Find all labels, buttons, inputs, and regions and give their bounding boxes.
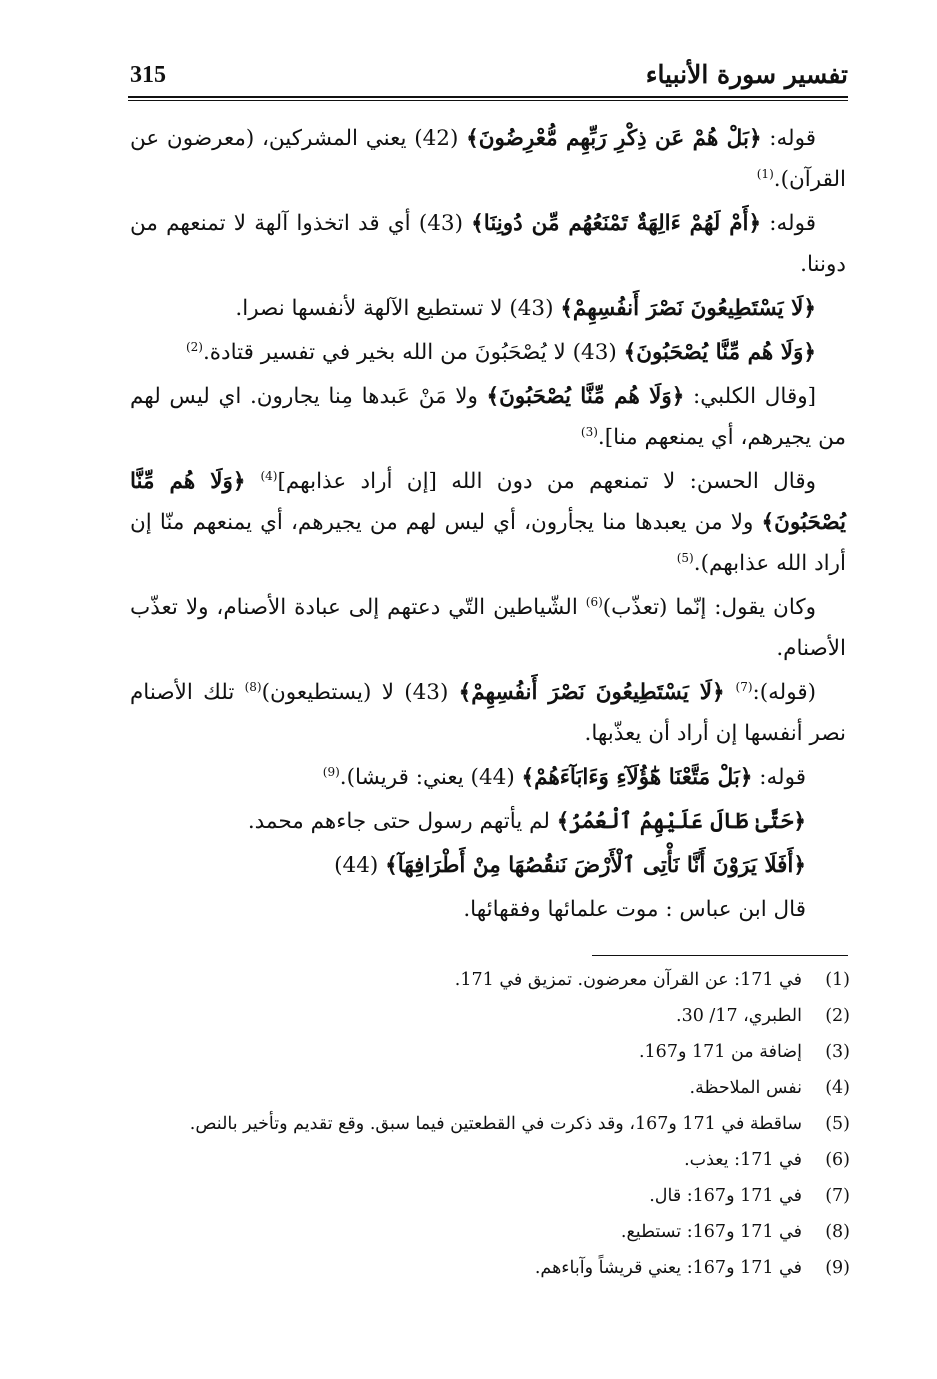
footnote: (4)نفس الملاحظة.: [689, 1078, 850, 1098]
quran-verse: ﴿بَلْ مَتَّعْنَا هَٰٓؤُلَآءِ وَءَابَآءَهُمْ﴾: [521, 765, 753, 790]
quran-verse: ﴿وَلَا هُم مِّنَّا يُصْحَبُونَ﴾: [623, 340, 816, 365]
quran-verse: ﴿وَلَا هُم مِّنَّا يُصْحَبُونَ﴾: [130, 469, 846, 535]
paragraph: ﴿أَفَلَا يَرَوْنَ أَنَّا نَأْتِى ٱلْأَرْضَ نَنقُصُهَا مِنْ أَطْرَافِهَآ﴾ (44): [334, 853, 806, 878]
footnote: (6)في 171: يعذب.: [684, 1150, 850, 1170]
paragraph: قال ابن عباس : موت علمائها وفقهائها.: [463, 897, 806, 922]
paragraph: (قوله):$^{(7)}$ ﴿لَا يَسْتَطِيعُونَ نَصْرَ أَنفُسِهِمْ﴾ (43) لا (يستطيعون)$^{(8)}$ تلك الأصنام نصر أنفسها إن أراد أن يعذّبها.: [130, 679, 846, 746]
main-text: [130, 118, 846, 933]
header-rule-thin: [128, 100, 848, 101]
quran-verse: ﴿وَلَا هُم مِّنَّا يُصْحَبُونَ﴾: [486, 384, 685, 409]
footnote-ref: (4): [260, 468, 278, 483]
footnote: (2)الطبري، 17/ 30.: [675, 1006, 850, 1026]
paragraph: ﴿حَتَّىٰ طَالَ عَلَيْهِمُ ٱلْعُمُرُ﴾ لم يأتهم رسول حتى جاءهم محمد.: [247, 809, 806, 834]
paragraph: قوله: ﴿أَمْ لَهُمْ ءَالِهَةٌ تَمْنَعُهُم مِّن دُونِنَا﴾ (43) أي قد اتخذوا آلهة لا تمنعهم من دوننا.: [130, 211, 846, 277]
quran-verse: ﴿حَتَّىٰ طَالَ عَلَيْهِمُ ٱلْعُمُرُ﴾: [556, 809, 806, 834]
footnote: (8)في 171 و167: تستطيع.: [620, 1222, 850, 1242]
quran-verse: ﴿أَفَلَا يَرَوْنَ أَنَّا نَأْتِى ٱلْأَرْضَ نَنقُصُهَا مِنْ أَطْرَافِهَآ﴾: [385, 853, 806, 878]
footnote: (5)ساقطة في 171 و167، وقد ذكرت في القطعتين فيما سبق. وقع تقديم وتأخير بالنص.: [189, 1114, 850, 1134]
footnote-rule: [592, 955, 848, 956]
footnote-ref: (2): [185, 339, 203, 354]
footnote-ref: (9): [322, 764, 340, 779]
page-number: 315: [130, 62, 166, 88]
footnotes: [120, 962, 850, 1286]
running-header: [120, 58, 848, 98]
footnote: (3)إضافة من 171 و167.: [638, 1042, 850, 1062]
paragraph: قوله: ﴿بَلْ مَتَّعْنَا هَٰٓؤُلَآءِ وَءَابَآءَهُمْ﴾ (44) يعني: قريشا).$^{(9)}$: [322, 764, 806, 790]
footnote-ref: (7): [735, 679, 753, 694]
paragraph: [وقال الكلبي: ﴿وَلَا هُم مِّنَّا يُصْحَبُونَ﴾ ولا مَنْ عَبدها مِنا يجارون. اي ليس لهم من يجيرهم، أي يمنعهم منا].$^{(3)}$: [130, 384, 846, 450]
footnote-ref: (8): [244, 679, 262, 694]
footnote: (7)في 171 و167: قال.: [649, 1186, 850, 1206]
footnote-ref: (1): [756, 166, 774, 181]
paragraph: ﴿لَا يَسْتَطِيعُونَ نَصْرَ أَنفُسِهِمْ﴾ (43) لا تستطيع الآلهة لأنفسها نصرا.: [235, 296, 816, 321]
footnote: (9)في 171 و167: يعني قريشاً وآباءهم.: [534, 1258, 850, 1278]
quran-verse: ﴿أَمْ لَهُمْ ءَالِهَةٌ تَمْنَعُهُم مِّن دُونِنَا﴾: [471, 211, 762, 236]
quran-verse: ﴿لَا يَسْتَطِيعُونَ نَصْرَ أَنفُسِهِمْ﴾: [458, 680, 736, 705]
footnote-ref: (3): [580, 424, 598, 439]
paragraph: ﴿وَلَا هُم مِّنَّا يُصْحَبُونَ﴾ (43) لا يُصْحَبُونَ من الله بخير في تفسير قتادة.$^{(2)}$: [185, 339, 816, 365]
paragraph: وكان يقول: إنّما (تعذّب)$^{(6)}$ الشّياطين التّي دعتهم إلى عبادة الأصنام، ولا تعذّب الأصنام.: [130, 594, 846, 661]
quran-verse: ﴿لَا يَسْتَطِيعُونَ نَصْرَ أَنفُسِهِمْ﴾: [560, 296, 816, 321]
running-title: تفسير سورة الأنبياء: [645, 60, 848, 89]
footnote-ref: (6): [585, 594, 603, 609]
paragraph: وقال الحسن: لا تمنعهم من دون الله [إن أراد عذابهم]$^{(4)}$ ﴿وَلَا هُم مِّنَّا يُصْحَبُونَ﴾ ولا من يعبدها منا يجأرون، أي ليس لهم من يجيرهم، أي يمنعهم منّا إن أراد الله عذابهم).$^{(5)}$: [130, 468, 846, 576]
quran-verse: ﴿بَلْ هُمْ عَن ذِكْرِ رَبِّهِم مُّعْرِضُونَ﴾: [466, 126, 762, 151]
header-rule: [128, 96, 848, 98]
footnote: (1)في 171: عن القرآن معرضون. تمزيق في 171.: [454, 970, 850, 990]
paragraph: قوله: ﴿بَلْ هُمْ عَن ذِكْرِ رَبِّهِم مُّعْرِضُونَ﴾ (42) يعني المشركين، (معرضون عن القرآن).$^{(1)}$: [130, 126, 846, 192]
footnote-ref: (5): [676, 550, 694, 565]
